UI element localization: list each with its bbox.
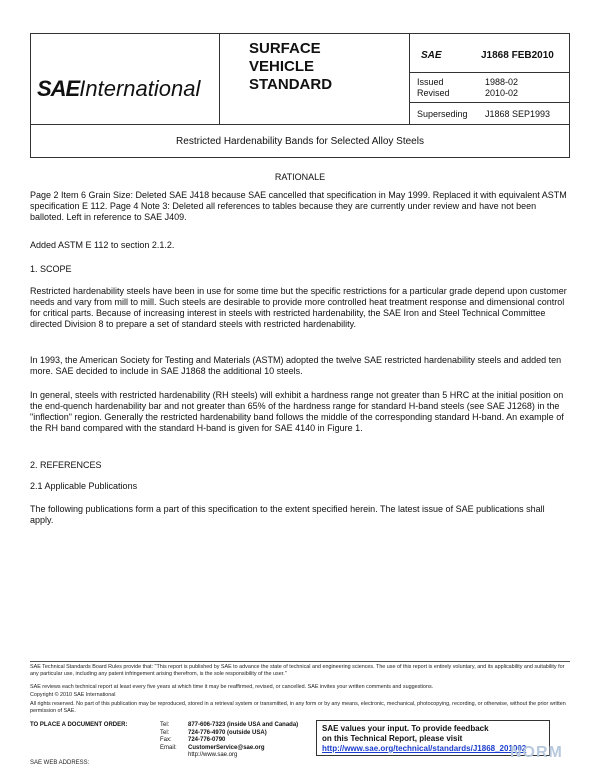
issued-label: Issued <box>417 77 444 87</box>
standard-type-cell <box>219 34 410 124</box>
superseding-value: J1868 SEP1993 <box>485 109 551 119</box>
paragraph: Restricted hardenability steels have been in use for some time but the specific restrictions for a particular grade depend upon customer needs and vary from mill to mill. Such steels are desirable to provide more controlled heat treatment response and dimensional control for critical parts. Because of increasing interest in steels with restricted hardenability, the SAE Iron and Steel Technical Committee directed Division 8 to prepare a set of standard steels with restricted hardenability. <box>30 286 567 329</box>
paragraph: Page 2 Item 6 Grain Size: Deleted SAE J418 because SAE cancelled that specification in May 1999. Replaced it with equivalent ASTM specification E 112. Page 4 Note 3: Deleted all references to tables because they are currently under review and have not been balloted. Left in reference to SAE J409. <box>30 190 567 222</box>
revised-value: 2010-02 <box>485 88 519 98</box>
superseding-label: Superseding <box>417 109 468 119</box>
contact-values <box>188 722 298 760</box>
contact-email[interactable]: CustomerService@sae.org <box>188 744 265 751</box>
doc-info-cell <box>409 34 570 124</box>
divider <box>409 102 570 103</box>
contact-tel-us: 877-606-7323 (inside USA and Canada) <box>188 722 299 728</box>
paragraph: In general, steels with restricted hardenability (RH steels) will exhibit a hardness range not greater than 5 HRC at the initial position on the end-quench hardenability bar and not greater than 65% of the hardness range for standard H-band steels (see SAE J1268) in the "inflection" region. Generally the restricted hardenability band follows the middle of the corresponding standard H-band. An example of the RH band compared with the standard H-band is given for SAE 4140 in Figure 1. <box>30 390 564 433</box>
logo-cell <box>31 34 220 124</box>
paragraph: The following publications form a part of this specification to the extent specified herein. The latest issue of SAE publications shall apply. <box>30 504 545 525</box>
fine-print: Copyright © 2010 SAE International <box>30 692 116 698</box>
document-header <box>30 33 570 125</box>
standard-type: SURFACE VEHICLE STANDARD <box>249 40 333 93</box>
rationale-heading: RATIONALE <box>274 172 326 182</box>
feedback-link[interactable]: http://www.sae.org/technical/standards/J1868_201002 <box>322 744 527 753</box>
contact-heading: TO PLACE A DOCUMENT ORDER: <box>30 722 128 728</box>
fine-print: SAE reviews each technical report at least every five years at which time it may be reaffirmed, revised, or cancelled. SAE invites your written comments and suggestions. <box>30 684 434 690</box>
doc-code: J1868 FEB2010 <box>481 50 554 61</box>
contact-fax: 724-776-0790 <box>188 737 226 743</box>
footer-divider <box>30 661 570 662</box>
feedback-box: SAE values your input. To provide feedback on this Technical Report, please visit http://www.sae.org/technical/standards/J1868_201002 <box>316 720 550 756</box>
footer-code: SAE WEB ADDRESS: <box>30 760 90 766</box>
contact-web[interactable]: http://www.sae.org <box>188 752 238 758</box>
sae-mark: SAE <box>421 50 442 61</box>
document-title: Restricted Hardenability Bands for Selected Alloy Steels <box>30 125 570 158</box>
paragraph: Added ASTM E 112 to section 2.1.2. <box>30 240 175 250</box>
contact-tel-intl: 724-776-4970 (outside USA) <box>188 729 267 736</box>
order-contact <box>30 722 127 730</box>
paragraph: In 1993, the American Society for Testing and Materials (ASTM) adopted the twelve SAE restricted hardenability steels and added ten more. SAE decided to include in SAE J1868 the additional 10 steels. <box>30 355 562 376</box>
issued-value: 1988-02 <box>485 77 519 87</box>
divider <box>409 72 570 73</box>
subsection-heading: 2.1 Applicable Publications <box>30 481 138 491</box>
watermark: NORM <box>510 744 563 761</box>
fine-print: All rights reserved. No part of this publication may be reproduced, stored in a retrieval system or transmitted, in any form or by any means, electronic, mechanical, photocopying, recording, or otherwise, without the prior written permission of SAE. <box>30 701 566 714</box>
fine-print: SAE Technical Standards Board Rules provide that: "This report is published by SAE to advance the state of technical and engineering sciences. The use of this report is entirely voluntary, and its applicability and suitability for any particular use, including any patent infringement arising therefrom, is the sole responsibility of the user." <box>30 664 565 677</box>
contact-labels: Tel: Tel: Fax: Email: <box>160 722 177 751</box>
revised-label: Revised <box>417 88 450 98</box>
section-heading-references: 2. REFERENCES <box>30 460 102 470</box>
sae-international-logo: SAEInternational <box>37 76 201 101</box>
section-heading-scope: 1. SCOPE <box>30 264 72 274</box>
